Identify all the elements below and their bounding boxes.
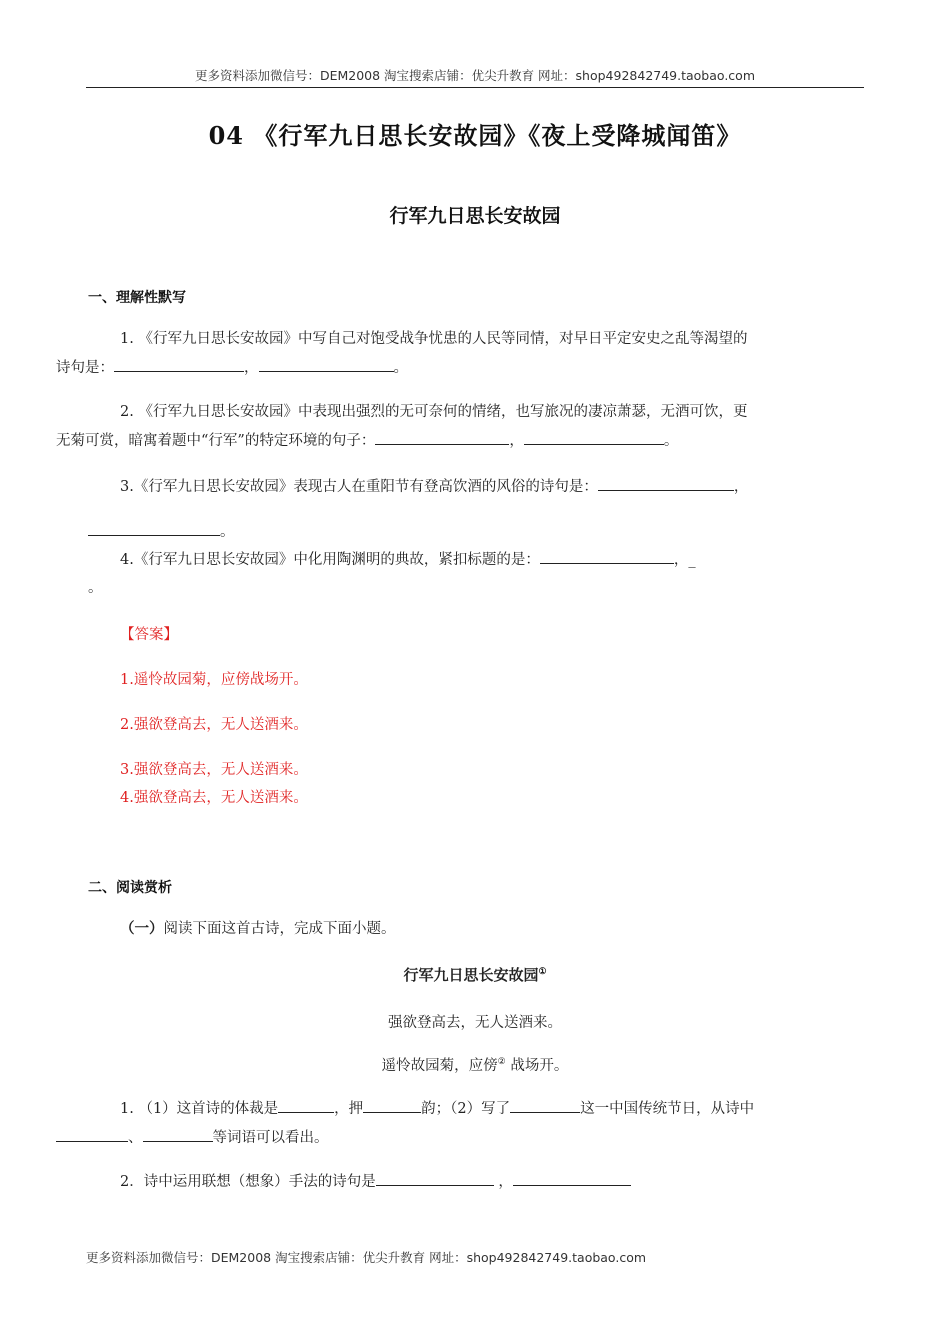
- answer-blank[interactable]: [114, 355, 244, 372]
- punct: ，: [673, 552, 689, 568]
- answer-label: 【答案】: [120, 627, 178, 643]
- question-text: 这一中国传统节日，从诗中: [580, 1101, 755, 1117]
- footnote-mark: ①: [538, 967, 547, 977]
- answer-blank[interactable]: [598, 474, 734, 491]
- answer-4: 4.强欲登高去，无人送酒来。: [120, 790, 308, 806]
- answer-3: 3.强欲登高去，无人送酒来。: [120, 762, 308, 778]
- question-text: 4.《行军九日思长安故园》中化用陶渊明的典故，紧扣标题的是：: [120, 552, 540, 568]
- question-1-3: [88, 473, 852, 502]
- punct: ，: [244, 360, 259, 376]
- answer-blank[interactable]: [88, 519, 220, 536]
- poem-line-text: 战场开。: [505, 1058, 569, 1074]
- intro-number: （一）: [120, 920, 164, 937]
- page-footer: 更多资料添加微信号：DEM2008 淘宝搜索店铺：优尖升教育 网址：shop492842749.taobao.com: [86, 1250, 647, 1265]
- page-subtitle: 行军九日思长安故园: [389, 205, 561, 227]
- page-header: 更多资料添加微信号：DEM2008 淘宝搜索店铺：优尖升教育 网址：shop492842749.taobao.com: [194, 68, 756, 83]
- question-text: 2．诗中运用联想（想象）手法的诗句是: [120, 1174, 376, 1190]
- poem-title-text: 行军九日思长安故园: [403, 966, 539, 984]
- question-text: 1. 《行军九日思长安故园》中写自己对饱受战争忧患的人民等同情，对早日平定安史之乱等渴望的: [120, 331, 748, 347]
- question-text: 诗句是：: [56, 360, 114, 376]
- poem-title: [86, 964, 864, 985]
- punct: 。: [393, 360, 408, 376]
- question-text: 无菊可赏，暗寓着题中“行军”的特定环境的句子：: [56, 433, 376, 449]
- punct: ，: [509, 433, 524, 449]
- question-text: 1. （1）这首诗的体裁是: [120, 1101, 279, 1117]
- answer-blank[interactable]: [143, 1125, 213, 1142]
- question-text: 韵；（2）写了: [421, 1101, 511, 1117]
- section-heading-1: 一、理解性默写: [88, 290, 186, 306]
- punct: 。: [220, 524, 235, 540]
- question-text: 3.《行军九日思长安故园》表现古人在重阳节有登高饮酒的风俗的诗句是：: [120, 479, 598, 495]
- question-1-1: [56, 325, 852, 383]
- answer-1: 1.遥怜故园菊，应傍战场开。: [120, 672, 308, 688]
- trailing-blank: _: [688, 552, 696, 568]
- answer-blank[interactable]: [540, 547, 674, 564]
- answer-blank[interactable]: [375, 428, 509, 445]
- answer-blank[interactable]: [513, 1169, 631, 1186]
- answer-2: 2.强欲登高去，无人送酒来。: [120, 717, 308, 733]
- punct: 。: [88, 580, 103, 596]
- poem-line-2: [86, 1054, 864, 1075]
- header-divider: [86, 87, 864, 88]
- punct: ，: [733, 479, 749, 495]
- punct: 。: [663, 433, 679, 449]
- question-1-4-cont: [88, 574, 103, 603]
- question-2-1: [88, 1095, 852, 1153]
- answer-blank[interactable]: [363, 1096, 421, 1113]
- footnote-mark: ②: [497, 1057, 506, 1068]
- reading-intro: [120, 914, 396, 944]
- question-1-2: [56, 398, 852, 456]
- poem-line-1: 强欲登高去，无人送酒来。: [388, 1015, 562, 1031]
- poem-line-text: 遥怜故园菊，应傍: [381, 1058, 498, 1074]
- answer-blank[interactable]: [56, 1125, 128, 1142]
- question-2-2: [88, 1168, 852, 1197]
- answer-blank[interactable]: [278, 1096, 334, 1113]
- section-heading-2: 二、阅读赏析: [88, 880, 172, 896]
- question-text: 等词语可以看出。: [212, 1130, 329, 1146]
- answer-blank[interactable]: [524, 428, 664, 445]
- answer-blank[interactable]: [376, 1169, 494, 1186]
- question-1-3-cont: [88, 518, 235, 547]
- answer-blank[interactable]: [259, 355, 394, 372]
- page-title: 04 《行军九日思长安故园》《夜上受降城闻笛》: [208, 121, 742, 150]
- intro-text: 阅读下面这首古诗，完成下面小题。: [163, 921, 396, 937]
- question-text: ，: [493, 1174, 513, 1190]
- question-1-4: [88, 546, 852, 575]
- question-text: 2. 《行军九日思长安故园》中表现出强烈的无可奈何的情绪，也写旅况的凄凉萧瑟，无酒可饮，更: [120, 404, 748, 420]
- question-text: 、: [128, 1130, 143, 1146]
- question-text: ，押: [334, 1101, 364, 1117]
- answer-blank[interactable]: [510, 1096, 580, 1113]
